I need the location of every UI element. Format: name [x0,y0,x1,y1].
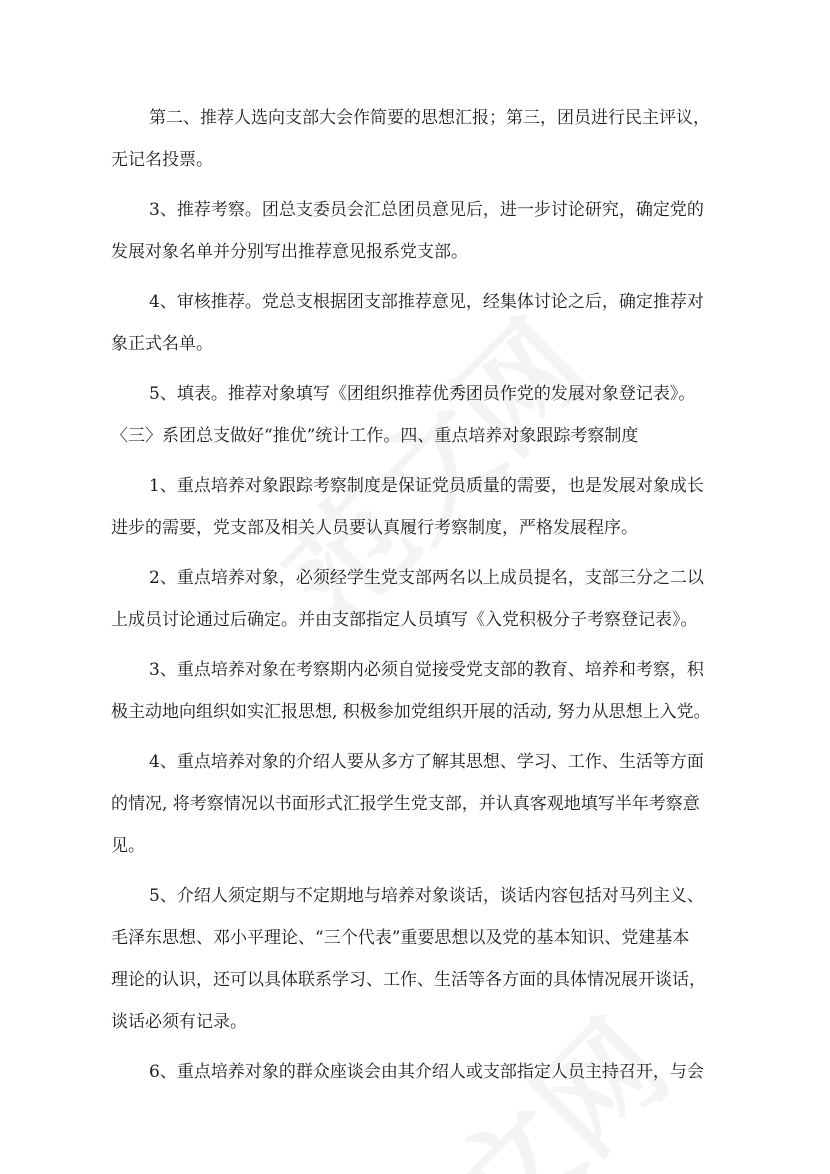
text-line: 谈话必须有记录。 [111,1012,247,1032]
paragraph [111,281,723,365]
text-line: 第二、推荐人选向支部大会作简要的思想汇报；第三，团员进行民主评议， [149,108,710,128]
text-line: 2、重点培养对象，必须经学生党支部两名以上成员提名，支部三分之二以 [149,568,704,588]
paragraph [111,875,723,1043]
paragraph [111,649,723,733]
paragraph [111,741,723,867]
paragraph [111,465,723,549]
text-line: 1、重点培养对象跟踪考察制度是保证党员质量的需要，也是发展对象成长 [149,476,704,496]
text-line: 发展对象名单并分别写出推荐意见报系党支部。 [111,242,468,262]
text-line: 4、审核推荐。党总支根据团支部推荐意见，经集体讨论之后，确定推荐对 [149,292,704,312]
text-line: 上成员讨论通过后确定。并由支部指定人员填写《入党积极分子考察登记表》。 [111,610,698,630]
text-line: 理论的认识，还可以具体联系学习、工作、生活等各方面的具体情况展开谈话， [111,970,706,990]
text-line: 4、重点培养对象的介绍人要从多方了解其思想、学习、工作、生活等方面 [149,752,704,772]
text-line: 5、介绍人须定期与不定期地与培养对象谈话，谈话内容包括对马列主义、 [149,886,704,906]
text-line: 3、推荐考察。团总支委员会汇总团员意见后，进一步讨论研究，确定党的 [149,200,704,220]
text-line: 的情况, 将考察情况以书面形式汇报学生党支部，并认真客观地填写半年考察意 [111,794,700,814]
text-line: 6、重点培养对象的群众座谈会由其介绍人或支部指定人员主持召开，与会 [149,1062,704,1082]
paragraph [111,415,723,457]
paragraph [111,373,723,415]
text-line: 无记名投票。 [111,150,213,170]
paragraph [111,557,723,641]
paragraph [111,97,723,181]
text-line: 象正式名单。 [111,334,213,354]
text-line: 进步的需要，党支部及相关人员要认真履行考察制度，严格发展程序。 [111,518,638,538]
text-line: 极主动地向组织如实汇报思想, 积极参加党组织开展的活动, 努力从思想上入党。 [111,702,711,722]
paragraph [111,1051,723,1093]
text-line: 见。 [111,836,145,856]
paragraph [111,189,723,273]
text-line: 〈三〉系团总支做好“推优”统计工作。四、重点培养对象跟踪考察制度 [111,426,639,446]
text-line: 5、填表。推荐对象填写《团组织推荐优秀团员作党的发展对象登记表》。 [149,384,696,404]
document-body [111,97,723,1093]
text-line: 毛泽东思想、邓小平理论、“三个代表”重要思想以及党的基本知识、党建基本 [111,928,690,948]
text-line: 3、重点培养对象在考察期内必须自觉接受党支部的教育、培养和考察，积 [149,660,704,680]
